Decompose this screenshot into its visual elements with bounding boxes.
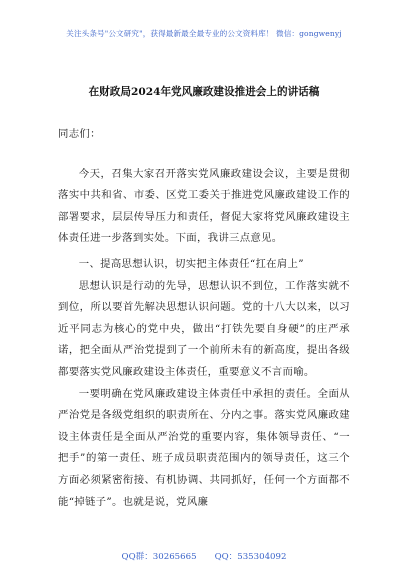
section-heading-1: 一、提高思想认识，切实把主体责任“扛在肩上”	[78, 257, 304, 270]
footer-qq: QQ：535304092	[214, 552, 287, 562]
footer-qq-group: QQ群：30265665	[121, 552, 197, 562]
document-title: 在财政局2024年党风廉政建设推进会上的讲话稿	[88, 86, 320, 98]
salutation: 同志们：	[58, 128, 101, 140]
header-note: 关注头条号"公文研究"，获得最新最全最专业的公文资料库！ 微信：gongwenyj	[66, 29, 342, 38]
paragraph-responsibility: 一要明确在党风廉政建设主体责任中承担的责任。全面从严治党是各级党组织的职责所在、分内之事。落实党风廉政建设主体责任是全面从严治党的重要内容，集体领导责任、“一把手”的第一责任、班子成员职责范围内的领导责任，这三个方面必须紧密衔接、有机协调、共同抓好，任何一个方面都不能“掉链子”。也就是说，党风廉	[58, 387, 350, 508]
document-body	[58, 124, 350, 513]
footer-contact	[0, 550, 408, 562]
paragraph-section-1: 思想认识是行动的先导，思想认识不到位，工作落实就不到位，所以要首先解决思想认识问题。党的十八大以来，以习近平同志为核心的党中央，做出“打铁先要自身硬”的庄严承诺，把全面从严治党提到了一个前所未有的新高度，提出各级都要落实党风廉政建设主体责任，重要意义不言而喻。	[58, 279, 350, 378]
paragraph-intro: 今天，召集大家召开落实党风廉政建设会议，主要是贯彻落实中共和省、市委、区党工委关于推进党风廉政建设工作的部署要求，层层传导压力和责任，督促大家将党风廉政建设主体责任进一步落到实处。下面，我讲三点意见。	[58, 167, 350, 245]
